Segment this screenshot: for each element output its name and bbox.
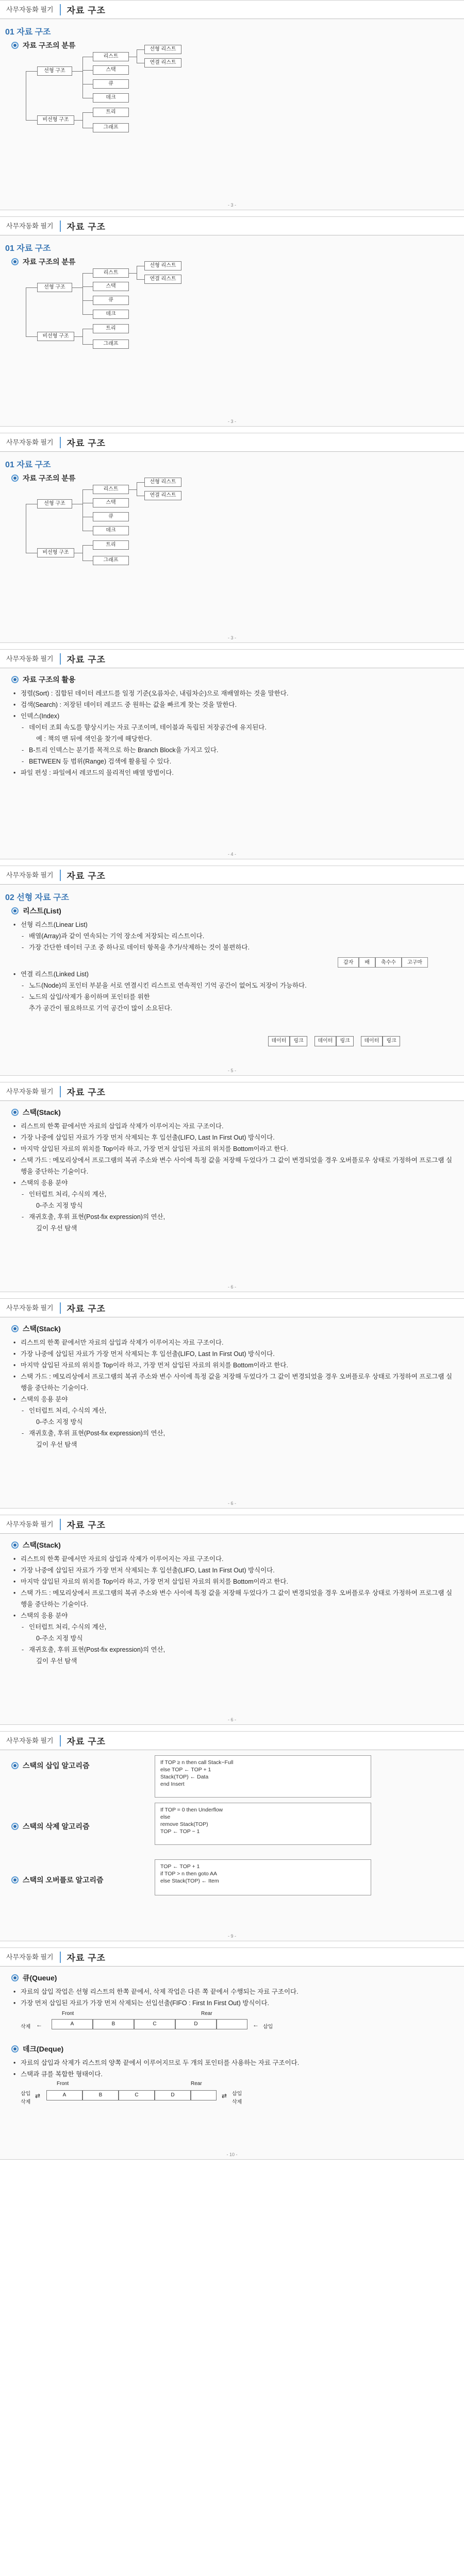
subtitle: 자료 구조의 분류 (23, 474, 76, 482)
list-item: • 가장 나중에 삽입된 자료가 가장 먼저 삭제되는 후 입선출(LIFO, Last In First Out) 방식이다. (13, 1348, 453, 1360)
slide-header (0, 866, 464, 885)
node-nonlinear: 비선형 구조 (37, 548, 74, 557)
node-seq-list: 선형 리스트 (144, 261, 181, 270)
slide-header (0, 650, 464, 668)
list-item: • 스택의 응용 분야 (13, 1177, 453, 1189)
node-linked-list: 연결 리스트 (144, 275, 181, 284)
code-block: If TOP = 0 then Underflow else remove Stack(TOP) TOP ← TOP − 1 (155, 1803, 371, 1845)
page-number: - 5 - (227, 1068, 236, 1073)
subtitle: 스택의 오버플로 알고리즘 (23, 1876, 104, 1884)
subtitle-row (11, 1540, 464, 1550)
list-item: • 스택 가드 : 메모리상에서 프로그램의 복귀 주소와 변수 사이에 특정 값을 저장해 두었다가 그 값이 변경되었을 경우 오버플로우 상태로 가정하여 프로그램 실행을 중단하는 기술이다. (13, 1371, 453, 1394)
section-title: 01 자료 구조 (5, 461, 51, 469)
bullet-icon (11, 42, 19, 49)
subtitle-row (11, 1821, 90, 1832)
list-item: • 선형 리스트(Linear List) (13, 919, 453, 930)
bullet-icon (11, 1762, 19, 1769)
subtitle-row (11, 1875, 104, 1885)
list-item: 0-주소 지정 방식 (36, 1418, 83, 1426)
slide-header (0, 1, 464, 19)
list-item: • 가장 나중에 삽입된 자료가 가장 먼저 삭제되는 후 입선출(LIFO, Last In First Out) 방식이다. (13, 1132, 453, 1143)
subtitle: 데크(Deque) (23, 2045, 64, 2053)
node-queue: 큐 (93, 79, 129, 89)
section-title: 02 선형 자료 구조 (5, 893, 69, 902)
list-item: • 파일 편성 : 파일에서 레코드의 물리적인 배열 방법이다. (13, 767, 453, 778)
list-item: • 스택과 큐를 복합한 형태이다. (13, 2069, 453, 2080)
page-number: - 6 - (227, 1284, 236, 1290)
slide-tree-3 (0, 433, 464, 643)
arrow-left-icon: ← (36, 2021, 42, 2028)
code-block: TOP ← TOP + 1 if TOP > n then goto AA else Stack(TOP) ← Item (155, 1859, 371, 1895)
slide-list (0, 866, 464, 1076)
list-item: 0-주소 지정 방식 (36, 1635, 83, 1642)
topic-title: 자료 구조 (67, 1304, 106, 1314)
subtitle: 스택(Stack) (23, 1325, 61, 1333)
slide-header (0, 433, 464, 452)
insert-label: 삽입 (232, 2091, 242, 2097)
node-stack: 스택 (93, 282, 129, 291)
bullet-icon (11, 474, 19, 482)
deque-diagram (21, 2080, 464, 2112)
page-number: - 4 - (227, 852, 236, 857)
node-stack: 스택 (93, 65, 129, 75)
list-item: 예 : 책의 맨 뒤에 색인을 찾기에 해당한다. (36, 735, 152, 742)
subtitle: 자료 구조의 분류 (23, 258, 76, 266)
delete-label: 삭제 (21, 2099, 31, 2105)
slide-stack-1 (0, 1082, 464, 1292)
list-item: • 가장 먼저 삽입된 자료가 가장 먼저 삭제되는 선입선출(FIFO : First In First Out) 방식이다. (13, 1997, 453, 2009)
slide-stack-2 (0, 1298, 464, 1509)
node-queue: 큐 (93, 512, 129, 521)
list-item: - 노드(Node)의 포인터 부분을 서로 연결시킨 리스트로 연속적인 기억 공간이 없어도 저장이 가능하다. (13, 980, 453, 991)
topic-title: 자료 구조 (67, 655, 106, 665)
node-seq-list: 선형 리스트 (144, 45, 181, 54)
slide-tree-2 (0, 216, 464, 427)
deque-cell: C (119, 2090, 155, 2100)
arrow-both-icon: ⇄ (35, 2092, 41, 2099)
list-item: • 리스트의 한쪽 끝에서만 자료의 삽입과 삭제가 이루어지는 자료 구조이다. (13, 1337, 453, 1348)
list-item: - 데이터 조회 속도를 향상시키는 자료 구조이며, 테이블과 독립된 저장공간에 유지된다. (13, 722, 453, 733)
list-item: • 가장 나중에 삽입된 자료가 가장 먼저 삭제되는 후 입선출(LIFO, Last In First Out) 방식이다. (13, 1565, 453, 1576)
list-item: - 인터럽트 처리, 수식의 계산, (13, 1621, 453, 1633)
section-title: 01 자료 구조 (5, 28, 51, 37)
list-item: 0-주소 지정 방식 (36, 1202, 83, 1209)
bullet-list (13, 1121, 453, 1234)
deque-cell: D (155, 2090, 191, 2100)
topic-title: 자료 구조 (67, 1088, 106, 1097)
delete-label: 삭제 (232, 2099, 242, 2105)
course-name: 사무자동화 필기 (0, 1086, 61, 1097)
deque-cell: B (82, 2090, 119, 2100)
list-item: • 마지막 삽입된 자료의 위치를 Top이라 하고, 가장 먼저 삽입된 자료의 위치를 Bottom이라고 한다. (13, 1576, 453, 1587)
node-deque: 데크 (93, 526, 129, 535)
node-list: 리스트 (93, 52, 129, 61)
node-deque: 데크 (93, 93, 129, 103)
node-stack: 스택 (93, 498, 129, 507)
list-item: - 재귀호출, 후위 표현(Post-fix expression)의 연산, (13, 1428, 453, 1439)
page-number: - 6 - (227, 1717, 236, 1722)
subtitle: 큐(Queue) (23, 1974, 57, 1982)
bullet-list (13, 919, 453, 953)
array-cell: 축수수 (375, 957, 402, 968)
node-tree: 트리 (93, 108, 129, 117)
bullet-icon (11, 676, 19, 683)
slide-stack-3 (0, 1515, 464, 1725)
node-linked-list: 연결 리스트 (144, 491, 181, 500)
classification-tree (26, 263, 464, 347)
list-item: • 리스트의 한쪽 끝에서만 자료의 삽입과 삭제가 이루어지는 자료 구조이다. (13, 1553, 453, 1565)
node-graph: 그래프 (93, 340, 129, 349)
subtitle-row (11, 2044, 464, 2054)
list-item: - B-트리 인덱스는 분기를 목적으로 하는 Branch Block을 가지고 있다. (13, 744, 453, 756)
node-data-cell: 데이터 (361, 1036, 383, 1046)
slide-tree-1 (0, 0, 464, 210)
deque-cell-empty (191, 2090, 217, 2100)
deque-cell: A (46, 2090, 82, 2100)
list-item: • 마지막 삽입된 자료의 위치를 Top이라 하고, 가장 먼저 삽입된 자료의 위치를 Bottom이라고 한다. (13, 1360, 453, 1371)
list-item: • 정렬(Sort) : 집합된 데이터 레코드를 일정 기준(오름차순, 내림차순)으로 재배열하는 것을 말한다. (13, 688, 453, 699)
topic-title: 자료 구조 (67, 6, 106, 15)
arrow-both-icon: ⇄ (222, 2092, 227, 2099)
subtitle: 스택(Stack) (23, 1108, 61, 1116)
list-item: - 재귀호출, 후위 표현(Post-fix expression)의 연산, (13, 1211, 453, 1223)
subtitle-row (11, 1973, 464, 1983)
list-item: • 스택의 응용 분야 (13, 1394, 453, 1405)
page-number: - 9 - (227, 1934, 236, 1939)
node-linear: 선형 구조 (37, 283, 72, 292)
slide-queue-deque (0, 1947, 464, 2160)
node-nonlinear: 비선형 구조 (37, 115, 74, 125)
subtitle: 스택의 삭제 알고리즘 (23, 1822, 90, 1831)
list-item: • 자료의 삽입과 삭제가 리스트의 양쪽 끝에서 이루어지므로 두 개의 포인터를 사용하는 자료 구조이다. (13, 2057, 453, 2069)
bullet-list (13, 688, 453, 778)
node-linear: 선형 구조 (37, 499, 72, 509)
node-link-cell: 링크 (383, 1036, 400, 1046)
node-seq-list: 선형 리스트 (144, 478, 181, 487)
bullet-icon (11, 258, 19, 265)
course-name: 사무자동화 필기 (0, 653, 61, 665)
node-data-cell: 데이터 (268, 1036, 290, 1046)
rear-label: Rear (201, 2011, 212, 2016)
course-name: 사무자동화 필기 (0, 1735, 61, 1747)
bullet-icon (11, 1541, 19, 1549)
array-diagram (0, 955, 428, 968)
node-list: 리스트 (93, 485, 129, 494)
topic-title: 자료 구조 (67, 438, 106, 448)
list-item: - 재귀호출, 후위 표현(Post-fix expression)의 연산, (13, 1644, 453, 1655)
course-name: 사무자동화 필기 (0, 870, 61, 881)
course-name: 사무자동화 필기 (0, 1952, 61, 1963)
queue-diagram (21, 2009, 464, 2040)
bullet-list (13, 969, 453, 1014)
course-name: 사무자동화 필기 (0, 4, 61, 15)
insert-label: 삽입 (263, 2024, 273, 2030)
course-name: 사무자동화 필기 (0, 1519, 61, 1530)
queue-cell-empty (217, 2019, 247, 2029)
slide-usage (0, 649, 464, 859)
slide-header (0, 217, 464, 235)
subtitle-row (11, 473, 464, 483)
topic-title: 자료 구조 (67, 1953, 106, 1963)
slide-header (0, 1082, 464, 1101)
node-graph: 그래프 (93, 556, 129, 565)
list-item: - 배열(Array)과 같이 연속되는 기억 장소에 저장되는 리스트이다. (13, 930, 453, 942)
node-linear: 선형 구조 (37, 66, 72, 76)
array-cell: 배 (359, 957, 375, 968)
topic-title: 자료 구조 (67, 871, 106, 881)
course-name: 사무자동화 필기 (0, 221, 61, 232)
array-cell: 고구마 (402, 957, 428, 968)
subtitle-row (11, 1107, 464, 1117)
bullet-icon (11, 1876, 19, 1884)
section-title: 01 자료 구조 (5, 244, 51, 253)
list-item: • 연결 리스트(Linked List) (13, 969, 453, 980)
bullet-icon (11, 2045, 19, 2053)
topic-title: 자료 구조 (67, 1737, 106, 1747)
subtitle: 자료 구조의 분류 (23, 41, 76, 49)
subtitle: 자료 구조의 활용 (23, 675, 76, 684)
bullet-list (13, 1337, 453, 1450)
queue-cell: C (134, 2019, 175, 2029)
bullet-icon (11, 1974, 19, 1981)
classification-tree (26, 46, 464, 130)
subtitle: 리스트(List) (23, 907, 61, 915)
subtitle-row (11, 1760, 90, 1771)
list-item: - BETWEEN 등 범위(Range) 검색에 활용될 수 있다. (13, 756, 453, 767)
classification-tree (26, 479, 464, 563)
page-number: - 3 - (227, 419, 236, 424)
node-link-cell: 링크 (336, 1036, 354, 1046)
subtitle: 스택(Stack) (23, 1541, 61, 1549)
bullet-icon (11, 1109, 19, 1116)
subtitle-row (11, 674, 464, 685)
slide-header (0, 1732, 464, 1750)
list-item: • 검색(Search) : 저장된 데이터 레코드 중 원하는 값을 빠르게 찾는 것을 말한다. (13, 699, 453, 710)
node-list: 리스트 (93, 268, 129, 278)
list-item: - 노드의 삽입/삭제가 용이하며 포인터를 위한 (13, 991, 453, 1003)
node-graph: 그래프 (93, 123, 129, 132)
array-cell: 갑자 (338, 957, 359, 968)
list-item: 깊이 우선 탐색 (36, 1657, 77, 1665)
queue-cell: B (93, 2019, 134, 2029)
list-item: • 리스트의 한쪽 끝에서만 자료의 삽입과 삭제가 이루어지는 자료 구조이다. (13, 1121, 453, 1132)
node-deque: 데크 (93, 310, 129, 319)
bullet-icon (11, 907, 19, 914)
list-item: - 인터럽트 처리, 수식의 계산, (13, 1189, 453, 1200)
list-item: - 가장 간단한 데이터 구조 중 하나로 데이터 항목을 추가/삭제하는 것이 불편하다. (13, 942, 453, 953)
page-number: - 3 - (227, 635, 236, 640)
list-item: • 인덱스(Index) (13, 710, 453, 722)
bullet-icon (11, 1823, 19, 1830)
page-number: - 6 - (227, 1501, 236, 1506)
bullet-list (13, 2057, 453, 2080)
node-linked-list: 연결 리스트 (144, 58, 181, 67)
list-item: 추가 공간이 필요하므로 기억 공간이 많이 소요된다. (29, 1005, 172, 1012)
subtitle-row (11, 257, 464, 267)
node-link-cell: 링크 (290, 1036, 307, 1046)
list-item: • 자료의 삽입 작업은 선형 리스트의 한쪽 끝에서, 삭제 작업은 다른 쪽 끝에서 수행되는 자료 구조이다. (13, 1986, 453, 1997)
node-data-cell: 데이터 (314, 1036, 336, 1046)
arrow-left-icon: ← (253, 2021, 259, 2028)
node-nonlinear: 비선형 구조 (37, 332, 74, 341)
linked-list-diagram (268, 1036, 400, 1046)
queue-cell: A (52, 2019, 93, 2029)
node-tree: 트리 (93, 540, 129, 550)
list-item: - 인터럽트 처리, 수식의 계산, (13, 1405, 453, 1416)
node-tree: 트리 (93, 324, 129, 333)
list-item: • 스택의 응용 분야 (13, 1610, 453, 1621)
topic-title: 자료 구조 (67, 222, 106, 232)
code-block: If TOP ≥ n then call Stack−Full else TOP ← TOP + 1 Stack(TOP) ← Data end Insert (155, 1755, 371, 1798)
subtitle-row (11, 1324, 464, 1334)
slide-header (0, 1299, 464, 1317)
course-name: 사무자동화 필기 (0, 1302, 61, 1314)
bullet-icon (11, 1325, 19, 1332)
bullet-list (13, 1986, 453, 2009)
node-queue: 큐 (93, 296, 129, 305)
subtitle: 스택의 삽입 알고리즘 (23, 1761, 90, 1770)
course-name: 사무자동화 필기 (0, 437, 61, 448)
page-number: - 3 - (227, 202, 236, 208)
delete-label: 삭제 (21, 2024, 31, 2030)
front-label: Front (57, 2081, 69, 2087)
slide-header (0, 1515, 464, 1534)
subtitle-row (11, 906, 464, 916)
topic-title: 자료 구조 (67, 1520, 106, 1530)
list-item: 깊이 우선 탐색 (36, 1225, 77, 1232)
rear-label: Rear (191, 2081, 202, 2087)
queue-cell: D (175, 2019, 217, 2029)
insert-label: 삽입 (21, 2091, 31, 2097)
subtitle-row (11, 40, 464, 50)
front-label: Front (62, 2011, 74, 2016)
list-item: • 마지막 삽입된 자료의 위치를 Top이라 하고, 가장 먼저 삽입된 자료의 위치를 Bottom이라고 한다. (13, 1143, 453, 1155)
bullet-list (13, 1553, 453, 1667)
list-item: • 스택 가드 : 메모리상에서 프로그램의 복귀 주소와 변수 사이에 특정 값을 저장해 두었다가 그 값이 변경되었을 경우 오버플로우 상태로 가정하여 프로그램 실행을 중단하는 기술이다. (13, 1155, 453, 1177)
page-number: - 10 - (226, 2152, 238, 2157)
slide-header (0, 1948, 464, 1967)
list-item: • 스택 가드 : 메모리상에서 프로그램의 복귀 주소와 변수 사이에 특정 값을 저장해 두었다가 그 값이 변경되었을 경우 오버플로우 상태로 가정하여 프로그램 실행을 중단하는 기술이다. (13, 1587, 453, 1610)
slide-stack-algorithms (0, 1731, 464, 1941)
list-item: 깊이 우선 탐색 (36, 1441, 77, 1448)
